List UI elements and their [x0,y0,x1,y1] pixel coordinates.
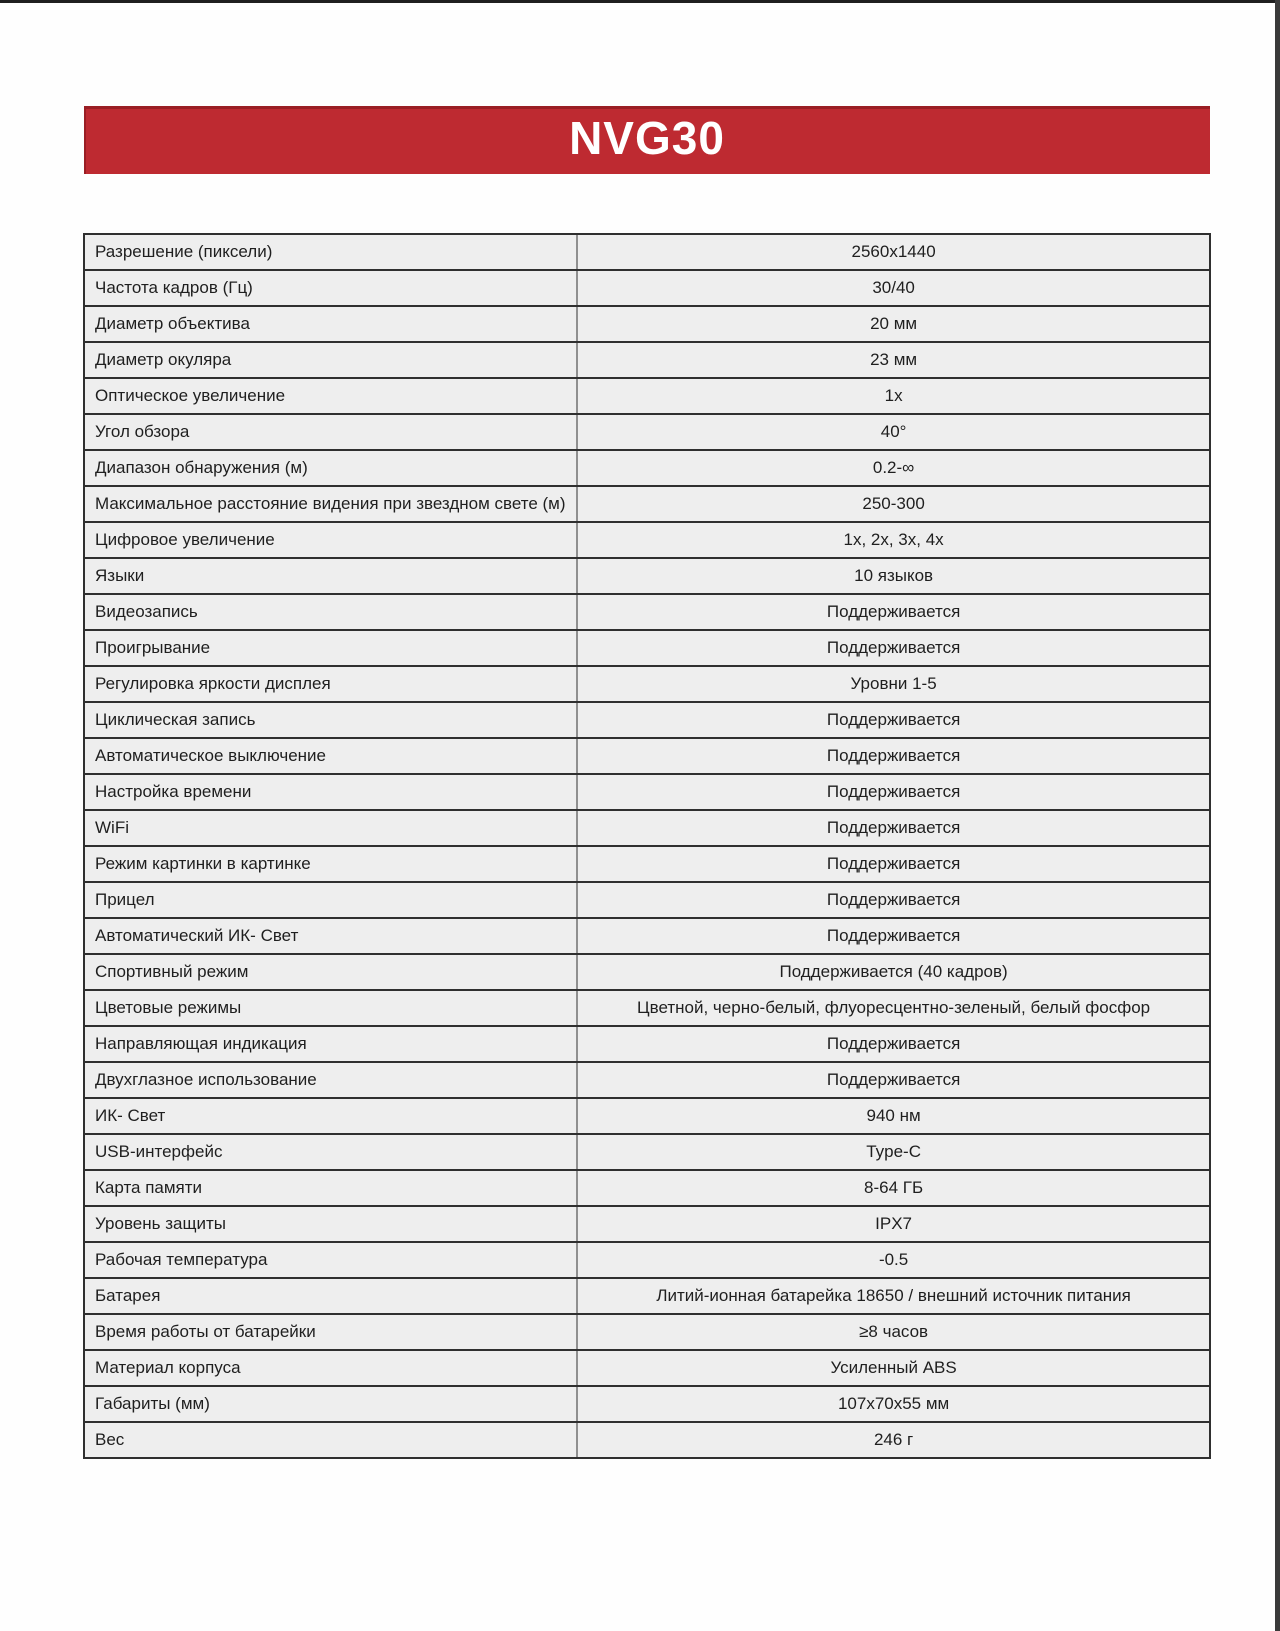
spec-label-cell: Вес [84,1422,577,1458]
spec-label-cell: Регулировка яркости дисплея [84,666,577,702]
spec-label-cell: Настройка времени [84,774,577,810]
table-row [84,1242,1210,1278]
spec-table [83,233,1211,1459]
table-row [84,558,1210,594]
table-row [84,846,1210,882]
spec-value-cell: Поддерживается [577,738,1210,774]
table-row [84,1170,1210,1206]
spec-value-cell: 1x [577,378,1210,414]
table-row [84,810,1210,846]
table-row [84,306,1210,342]
table-row [84,1206,1210,1242]
spec-label-cell: Батарея [84,1278,577,1314]
spec-label-cell: Циклическая запись [84,702,577,738]
table-row [84,234,1210,270]
spec-label-cell: Оптическое увеличение [84,378,577,414]
table-row [84,918,1210,954]
table-row [84,1422,1210,1458]
table-row [84,522,1210,558]
spec-value-cell: Поддерживается [577,774,1210,810]
spec-label-cell: Режим картинки в картинке [84,846,577,882]
table-row [84,414,1210,450]
spec-value-cell: Поддерживается [577,1062,1210,1098]
spec-label-cell: Диапазон обнаружения (м) [84,450,577,486]
spec-value-cell: Поддерживается [577,810,1210,846]
table-row [84,450,1210,486]
table-row [84,1098,1210,1134]
page-right-edge-band [1275,0,1280,1631]
spec-label-cell: Карта памяти [84,1170,577,1206]
spec-value-cell: Поддерживается [577,846,1210,882]
table-row [84,1314,1210,1350]
table-row [84,666,1210,702]
table-row [84,630,1210,666]
spec-value-cell: Поддерживается [577,882,1210,918]
table-row [84,342,1210,378]
table-row [84,1134,1210,1170]
table-row [84,1278,1210,1314]
spec-label-cell: Двухглазное использование [84,1062,577,1098]
table-row [84,270,1210,306]
spec-value-cell: 0.2-∞ [577,450,1210,486]
spec-value-cell: Поддерживается [577,630,1210,666]
spec-value-cell: 1x, 2x, 3x, 4x [577,522,1210,558]
spec-value-cell: 30/40 [577,270,1210,306]
spec-label-cell: ИК- Свет [84,1098,577,1134]
spec-label-cell: Разрешение (пиксели) [84,234,577,270]
table-row [84,774,1210,810]
title-banner [84,106,1210,174]
spec-label-cell: Уровень защиты [84,1206,577,1242]
table-row [84,594,1210,630]
spec-label-cell: Диаметр окуляра [84,342,577,378]
spec-value-cell: Поддерживается [577,702,1210,738]
spec-label-cell: Языки [84,558,577,594]
spec-value-cell: Цветной, черно-белый, флуоресцентно-зеленый, белый фосфор [577,990,1210,1026]
table-row [84,486,1210,522]
spec-value-cell: 250-300 [577,486,1210,522]
table-row [84,1062,1210,1098]
page-title: NVG30 [569,112,725,164]
spec-value-cell: 40° [577,414,1210,450]
spec-value-cell: Поддерживается [577,918,1210,954]
table-row [84,378,1210,414]
spec-table-body [84,234,1210,1458]
spec-label-cell: USB-интерфейс [84,1134,577,1170]
spec-value-cell: 10 языков [577,558,1210,594]
spec-label-cell: Автоматический ИК- Свет [84,918,577,954]
spec-label-cell: Рабочая температура [84,1242,577,1278]
spec-label-cell: Габариты (мм) [84,1386,577,1422]
spec-label-cell: Частота кадров (Гц) [84,270,577,306]
table-row [84,738,1210,774]
spec-label-cell: Время работы от батарейки [84,1314,577,1350]
spec-value-cell: 2560x1440 [577,234,1210,270]
spec-value-cell: Литий-ионная батарейка 18650 / внешний источник питания [577,1278,1210,1314]
spec-label-cell: Материал корпуса [84,1350,577,1386]
spec-label-cell: Автоматическое выключение [84,738,577,774]
table-row [84,1026,1210,1062]
spec-label-cell: Видеозапись [84,594,577,630]
spec-value-cell: Type-C [577,1134,1210,1170]
spec-label-cell: WiFi [84,810,577,846]
spec-label-cell: Цифровое увеличение [84,522,577,558]
spec-value-cell: IPX7 [577,1206,1210,1242]
table-row [84,702,1210,738]
spec-value-cell: Поддерживается [577,1026,1210,1062]
spec-label-cell: Максимальное расстояние видения при звездном свете (м) [84,486,577,522]
spec-value-cell: 23 мм [577,342,1210,378]
spec-label-cell: Прицел [84,882,577,918]
spec-label-cell: Направляющая индикация [84,1026,577,1062]
spec-value-cell: 8-64 ГБ [577,1170,1210,1206]
spec-value-cell: 246 г [577,1422,1210,1458]
spec-label-cell: Диаметр объектива [84,306,577,342]
spec-value-cell: Поддерживается [577,594,1210,630]
spec-label-cell: Спортивный режим [84,954,577,990]
spec-value-cell: ≥8 часов [577,1314,1210,1350]
spec-value-cell: Поддерживается (40 кадров) [577,954,1210,990]
spec-value-cell: 20 мм [577,306,1210,342]
spec-value-cell: Уровни 1-5 [577,666,1210,702]
table-row [84,954,1210,990]
spec-label-cell: Угол обзора [84,414,577,450]
page-top-edge-line [0,0,1280,3]
table-row [84,1350,1210,1386]
spec-value-cell: -0.5 [577,1242,1210,1278]
spec-value-cell: Усиленный ABS [577,1350,1210,1386]
spec-label-cell: Цветовые режимы [84,990,577,1026]
spec-label-cell: Проигрывание [84,630,577,666]
table-row [84,990,1210,1026]
spec-value-cell: 107x70x55 мм [577,1386,1210,1422]
spec-value-cell: 940 нм [577,1098,1210,1134]
table-row [84,1386,1210,1422]
table-row [84,882,1210,918]
